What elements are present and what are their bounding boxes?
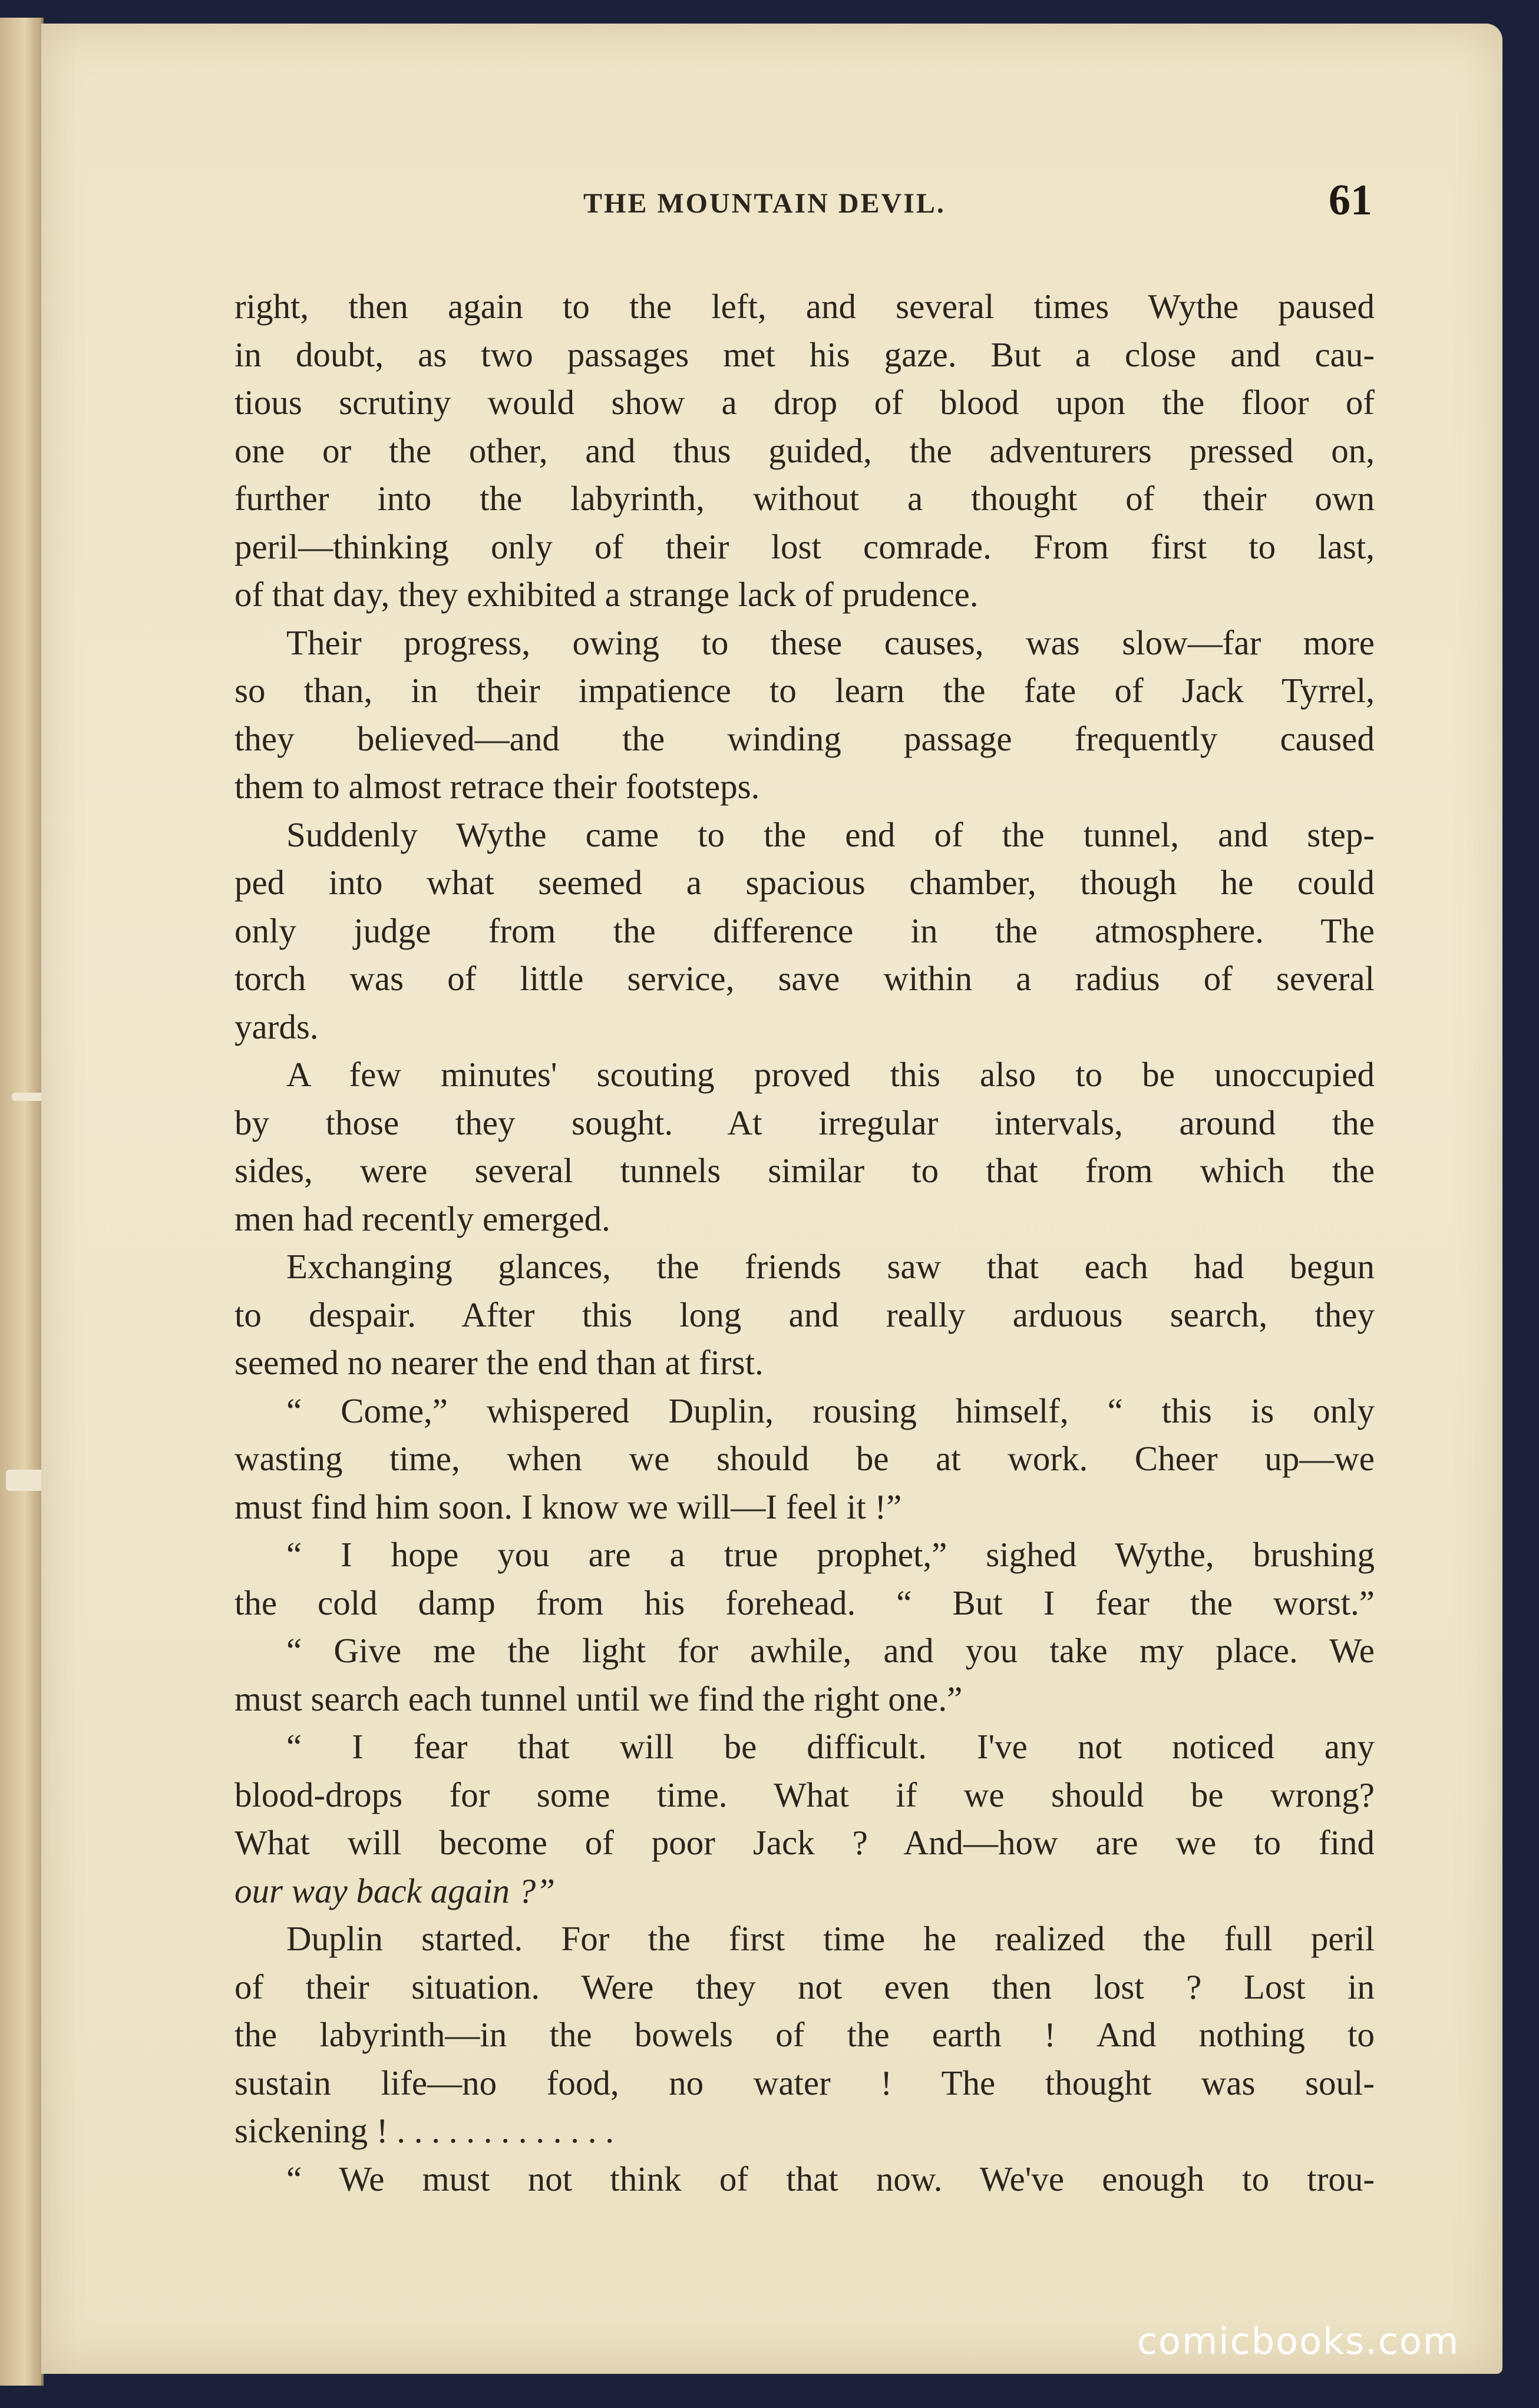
- text-line: further into the labyrinth, without a thought of their own: [235, 479, 1375, 518]
- text-line: only judge from the difference in the atmosphere. The: [235, 911, 1375, 950]
- site-watermark: comicbooks.com: [1137, 2320, 1460, 2363]
- text-line: Duplin started. For the first time he realized the full peril: [286, 1919, 1375, 1958]
- text-line: sustain life—no food, no water ! The thought was soul-: [235, 2063, 1375, 2102]
- text-line: in doubt, as two passages met his gaze. But a close and cau-: [235, 335, 1375, 374]
- text-line: “ We must not think of that now. We've enough to trou-: [286, 2159, 1375, 2198]
- facing-page-edge: [0, 18, 44, 2386]
- page-number: 61: [1329, 176, 1372, 224]
- text-line: sickening ! . . . . . . . . . . . . .: [235, 2111, 615, 2150]
- text-line: of that day, they exhibited a strange lack of prudence.: [235, 575, 979, 614]
- text-line: “ I hope you are a true prophet,” sighed Wythe, brushing: [286, 1535, 1375, 1574]
- text-line: “ Give me the light for awhile, and you take my place. We: [286, 1631, 1375, 1670]
- text-line: of their situation. Were they not even then lost ? Lost in: [235, 1967, 1375, 2006]
- text-line: must search each tunnel until we find the right one.”: [235, 1679, 963, 1718]
- text-line: them to almost retrace their footsteps.: [235, 767, 760, 806]
- text-line: “ I fear that will be difficult. I've not noticed any: [286, 1727, 1375, 1766]
- text-line: they believed—and the winding passage frequently caused: [235, 719, 1375, 758]
- text-line: What will become of poor Jack ? And—how are we to find: [235, 1823, 1375, 1862]
- text-line: one or the other, and thus guided, the adventurers pressed on,: [235, 431, 1375, 470]
- text-line: blood-drops for some time. What if we should be wrong?: [235, 1775, 1375, 1814]
- text-line: ped into what seemed a spacious chamber, though he could: [235, 863, 1375, 902]
- text-line: Suddenly Wythe came to the end of the tunnel, and step-: [286, 815, 1375, 854]
- text-line: must find him soon. I know we will—I feel it !”: [235, 1487, 902, 1526]
- running-header: THE MOUNTAIN DEVIL.: [583, 188, 946, 219]
- text-line: men had recently emerged.: [235, 1199, 610, 1238]
- text-line: wasting time, when we should be at work. Cheer up—we: [235, 1439, 1375, 1478]
- text-line: peril—thinking only of their lost comrade. From first to last,: [235, 527, 1375, 566]
- text-line: tious scrutiny would show a drop of blood upon the floor of: [235, 383, 1375, 422]
- text-line: yards.: [235, 1007, 319, 1046]
- text-line: torch was of little service, save within a radius of several: [235, 959, 1375, 998]
- text-line: our way back again ?”: [235, 1871, 556, 1910]
- text-line: the labyrinth—in the bowels of the earth ! And nothing to: [235, 2015, 1375, 2054]
- text-line: sides, were several tunnels similar to that from which the: [235, 1151, 1375, 1190]
- text-line: so than, in their impatience to learn the fate of Jack Tyrrel,: [235, 671, 1375, 710]
- body-text: [235, 283, 1375, 2203]
- text-line: by those they sought. At irregular intervals, around the: [235, 1103, 1375, 1142]
- text-line: “ Come,” whispered Duplin, rousing himself, “ this is only: [286, 1391, 1375, 1430]
- text-line: the cold damp from his forehead. “ But I fear the worst.”: [235, 1583, 1375, 1622]
- text-line: to despair. After this long and really arduous search, they: [235, 1295, 1375, 1334]
- text-line: right, then again to the left, and several times Wythe paused: [235, 287, 1375, 326]
- text-line: seemed no nearer the end than at first.: [235, 1343, 764, 1382]
- text-line: Exchanging glances, the friends saw that each had begun: [286, 1247, 1375, 1286]
- text-line: Their progress, owing to these causes, was slow—far more: [286, 623, 1375, 662]
- text-line: A few minutes' scouting proved this also to be unoccupied: [286, 1055, 1375, 1094]
